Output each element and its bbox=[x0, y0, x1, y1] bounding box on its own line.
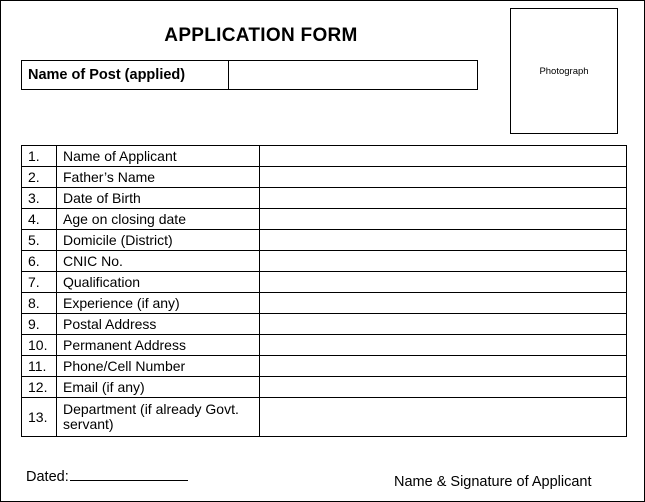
experience-field[interactable] bbox=[260, 293, 627, 314]
post-applied-label: Name of Post (applied) bbox=[22, 61, 229, 89]
age-field[interactable] bbox=[260, 209, 627, 230]
field-label: Postal Address bbox=[57, 314, 260, 335]
table-row bbox=[22, 293, 627, 314]
department-field[interactable] bbox=[260, 398, 627, 437]
row-number: 2. bbox=[22, 167, 57, 188]
phone-field[interactable] bbox=[260, 356, 627, 377]
post-applied-row bbox=[21, 60, 478, 90]
table-row bbox=[22, 335, 627, 356]
row-number: 11. bbox=[22, 356, 57, 377]
row-number: 5. bbox=[22, 230, 57, 251]
applicant-details-table bbox=[21, 145, 627, 437]
dated-label: Dated: bbox=[26, 469, 69, 485]
row-number: 3. bbox=[22, 188, 57, 209]
row-number: 4. bbox=[22, 209, 57, 230]
permanent-address-field[interactable] bbox=[260, 335, 627, 356]
domicile-field[interactable] bbox=[260, 230, 627, 251]
postal-address-field[interactable] bbox=[260, 314, 627, 335]
cnic-field[interactable] bbox=[260, 251, 627, 272]
field-label: Name of Applicant bbox=[57, 146, 260, 167]
field-label: CNIC No. bbox=[57, 251, 260, 272]
table-row bbox=[22, 356, 627, 377]
photograph-label: Photograph bbox=[539, 65, 589, 77]
field-label: Email (if any) bbox=[57, 377, 260, 398]
table-row bbox=[22, 377, 627, 398]
field-label: Qualification bbox=[57, 272, 260, 293]
table-row bbox=[22, 398, 627, 437]
row-number: 6. bbox=[22, 251, 57, 272]
row-number: 7. bbox=[22, 272, 57, 293]
row-number: 10. bbox=[22, 335, 57, 356]
applicant-name-field[interactable] bbox=[260, 146, 627, 167]
row-number: 9. bbox=[22, 314, 57, 335]
field-label: Phone/Cell Number bbox=[57, 356, 260, 377]
row-number: 13. bbox=[22, 398, 57, 437]
table-row bbox=[22, 209, 627, 230]
date-of-birth-field[interactable] bbox=[260, 188, 627, 209]
dated-input-line[interactable] bbox=[70, 466, 188, 481]
table-row bbox=[22, 314, 627, 335]
table-row bbox=[22, 146, 627, 167]
row-number: 1. bbox=[22, 146, 57, 167]
father-name-field[interactable] bbox=[260, 167, 627, 188]
table-row bbox=[22, 230, 627, 251]
table-row bbox=[22, 251, 627, 272]
form-title: APPLICATION FORM bbox=[164, 25, 358, 46]
field-label: Father’s Name bbox=[57, 167, 260, 188]
email-field[interactable] bbox=[260, 377, 627, 398]
field-label: Date of Birth bbox=[57, 188, 260, 209]
field-label: Department (if already Govt. servant) bbox=[57, 398, 260, 437]
qualification-field[interactable] bbox=[260, 272, 627, 293]
table-row bbox=[22, 272, 627, 293]
photograph-box bbox=[510, 8, 618, 134]
table-row bbox=[22, 188, 627, 209]
signature-label: Name & Signature of Applicant bbox=[394, 474, 592, 490]
table-row bbox=[22, 167, 627, 188]
field-label: Age on closing date bbox=[57, 209, 260, 230]
post-applied-field[interactable] bbox=[229, 61, 477, 89]
field-label: Domicile (District) bbox=[57, 230, 260, 251]
field-label: Experience (if any) bbox=[57, 293, 260, 314]
field-label: Permanent Address bbox=[57, 335, 260, 356]
row-number: 12. bbox=[22, 377, 57, 398]
row-number: 8. bbox=[22, 293, 57, 314]
dated-row bbox=[26, 466, 188, 485]
